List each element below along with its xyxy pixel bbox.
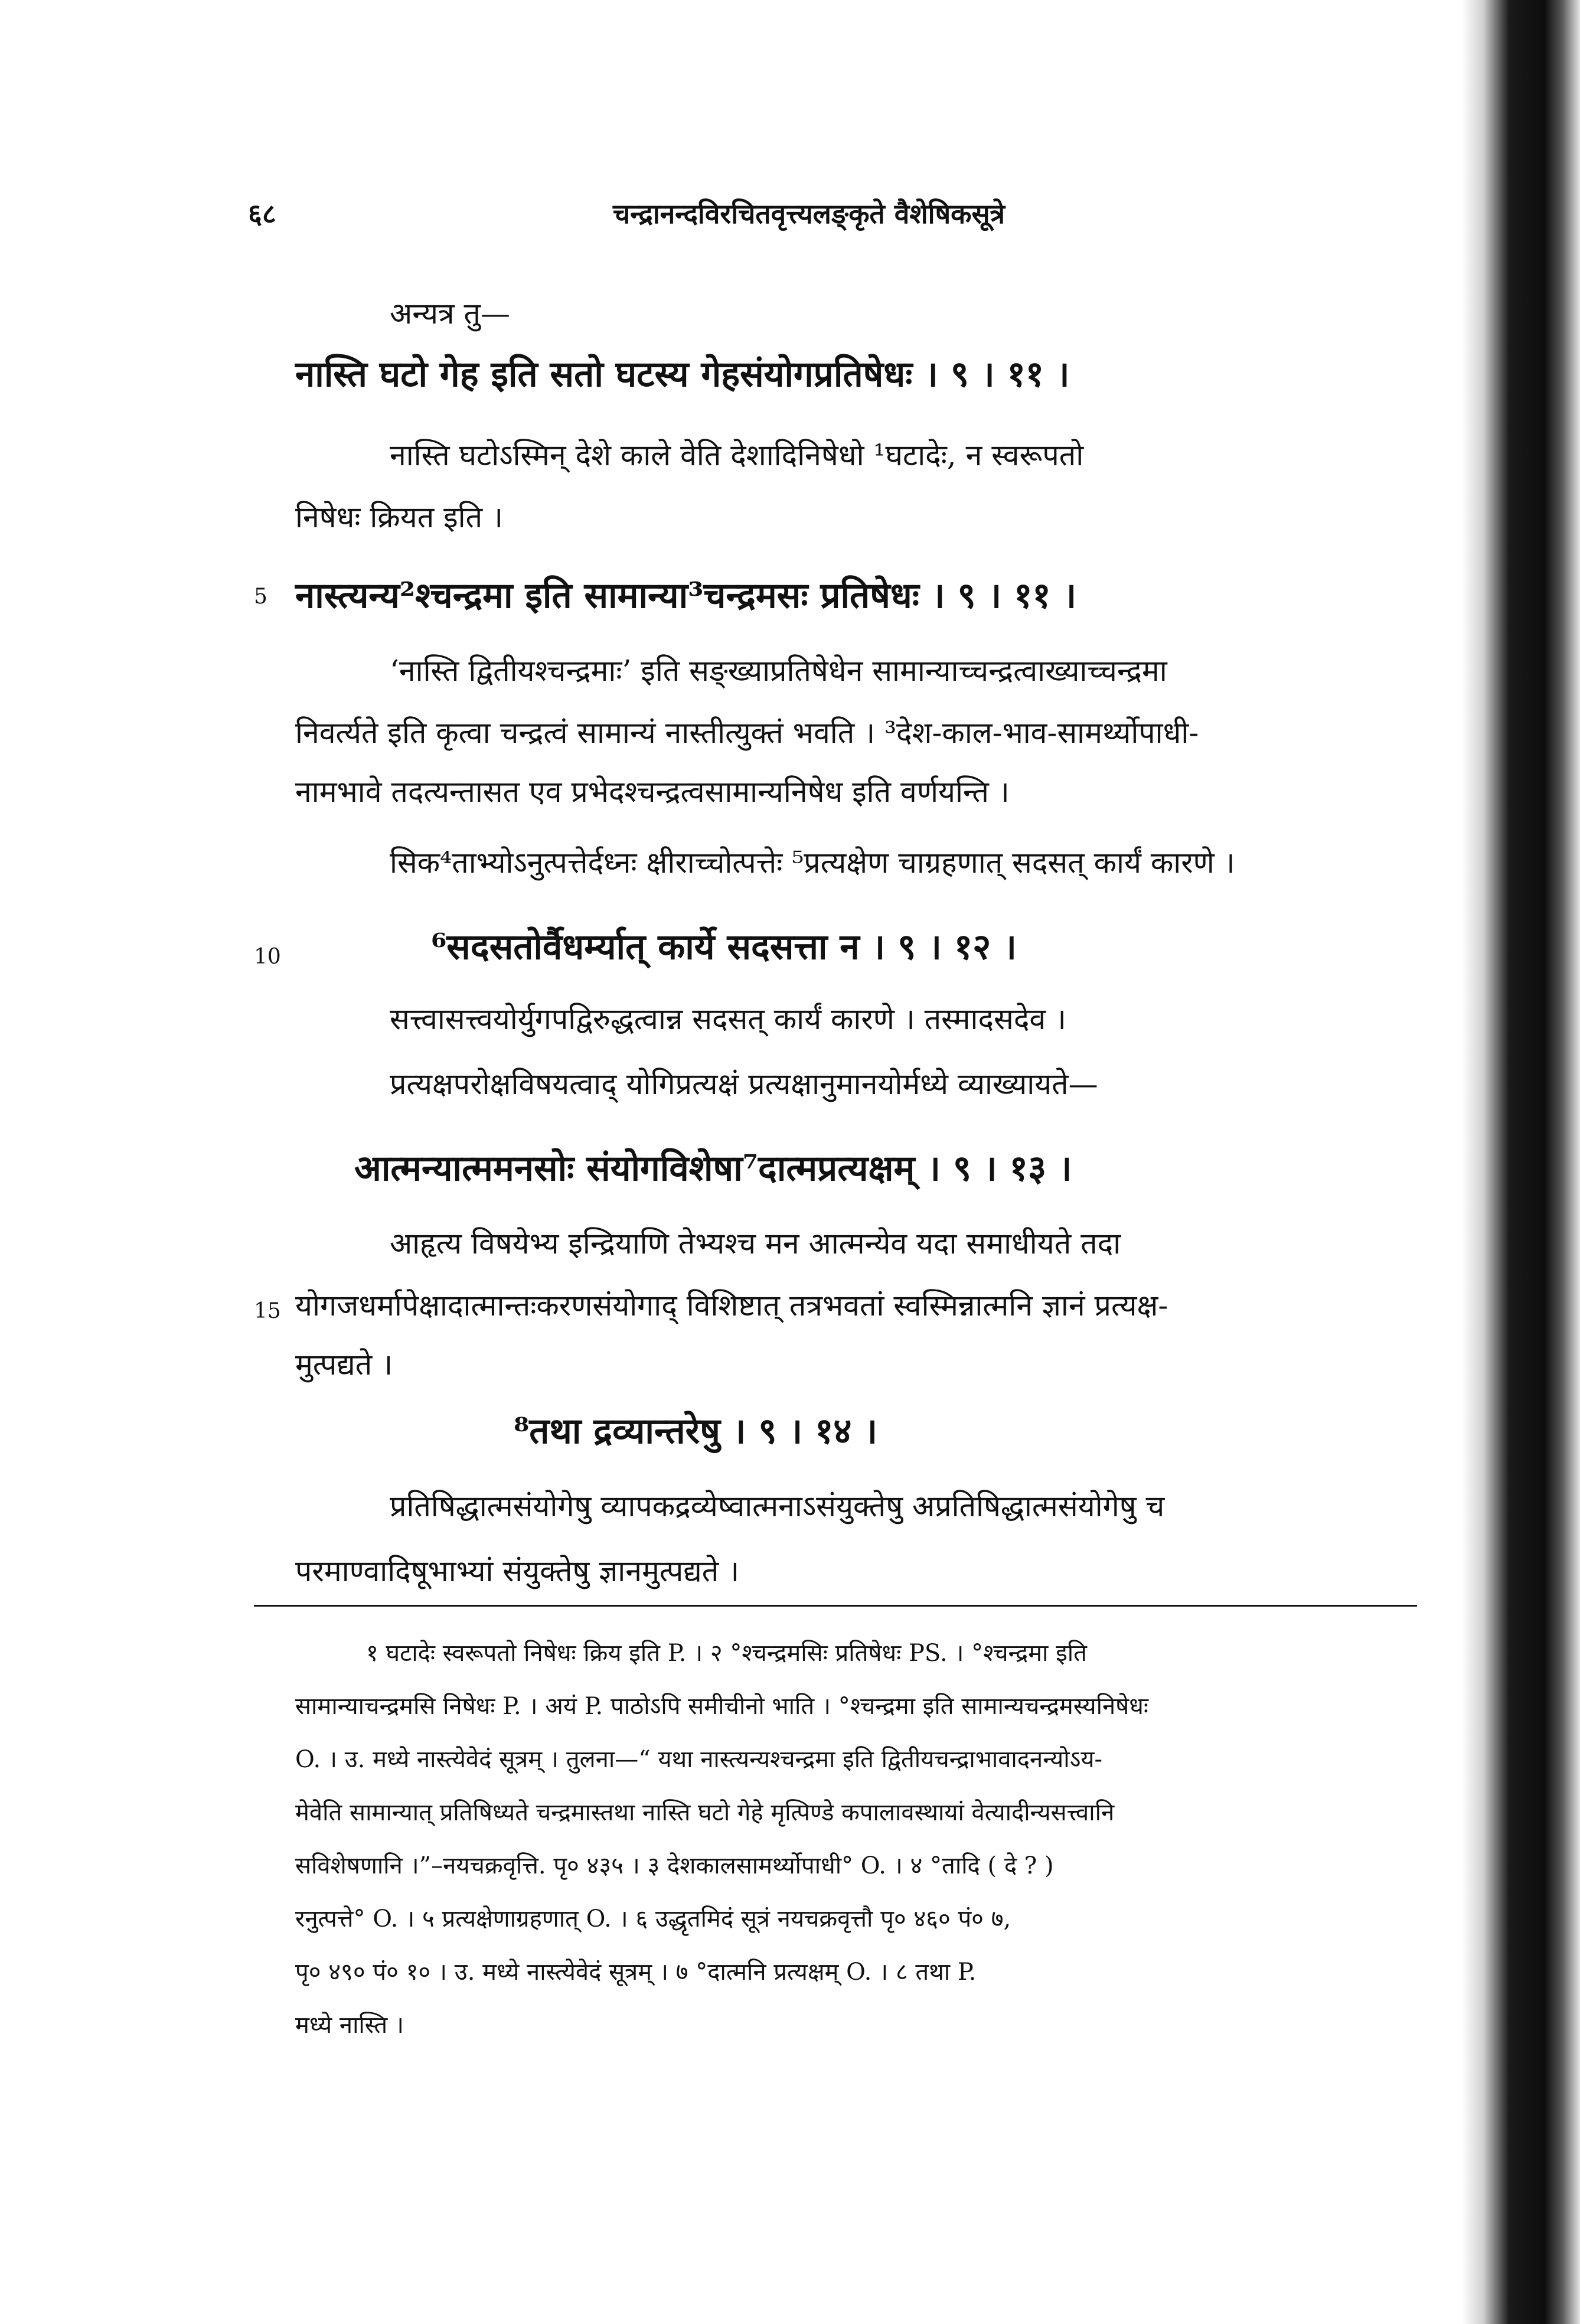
commentary-line: योगजधर्मापेक्षादात्मान्तःकरणसंयोगाद् विशिष्टात् तत्रभवतां स्वस्मिन्नात्मनि ज्ञानं प्रत्यक्ष- [295,1288,1168,1323]
sutra-9-11a: नास्ति घटो गेह इति सतो घटस्य गेहसंयोगप्रतिषेधः । ९ । ११ । [295,354,1070,395]
commentary-line: निषेधः क्रियत इति । [295,500,503,534]
commentary-line: नामभावे तदत्यन्तासत एव प्रभेदश्चन्द्रत्वसामान्यनिषेध इति वर्णयन्ति । [295,775,1010,809]
line-number-15: 15 [254,1299,281,1323]
commentary-line: प्रत्यक्षपरोक्षविषयत्वाद् योगिप्रत्यक्षं प्रत्यक्षानुमानयोर्मध्ये व्याख्यायते— [390,1067,1098,1101]
scan-binding-edge [1462,0,1580,2324]
page-number: ६८ [248,198,276,230]
sutra-9-13: आत्मन्यात्ममनसोः संयोगविशेषा⁷दात्मप्रत्यक्षम् । ९ । १३ । [354,1148,1072,1189]
page-header [248,195,1370,242]
footnote-rule [254,1605,1417,1607]
sutra-9-14: ⁸तथा द्रव्यान्तरेषु । ९ । १४ । [514,1411,878,1452]
line-number-5: 5 [254,585,267,609]
footnote-line: O. । उ. मध्ये नास्त्येवेदं सूत्रम् । तुलना—“ यथा नास्त्यन्यश्चन्द्रमा इति द्वितीयचन्द्राभावादनन्योऽय- [295,1746,1102,1773]
footnote-line: मेवेति सामान्यात् प्रतिषिध्यते चन्द्रमास्तथा नास्ति घटो गेहे मृत्पिण्डे कपालावस्थायां वेत्यादीन्यसत्त्वानि [295,1799,1115,1826]
commentary-line: निवर्त्यते इति कृत्वा चन्द्रत्वं सामान्यं नास्तीत्युक्तं भवति । ³देश-काल-भाव-सामर्थ्योपाधी- [295,716,1199,750]
running-title: चन्द्रानन्दविरचितवृत्त्यलङ्कृते वैशेषिकसूत्रे [613,198,1005,230]
commentary-line: सिक⁴ताभ्योऽनुत्पत्तेर्दध्नः क्षीराच्चोत्पत्तेः ⁵प्रत्यक्षेण चाग्रहणात् सदसत् कार्यं कारणे । [390,846,1235,880]
footnote-line: मध्ये नास्ति । [295,2012,404,2039]
sutra-9-12: ⁶सदसतोर्वैधर्म्यात् कार्ये सदसत्ता न । ९ । १२ । [431,926,1017,968]
commentary-line: ‘नास्ति द्वितीयश्चन्द्रमाः’ इति सङ्ख्याप्रतिषेधेन सामान्याच्चन्द्रत्वाख्याच्चन्द्रमा [390,654,1167,688]
commentary-line: प्रतिषिद्धात्मसंयोगेषु व्यापकद्रव्येष्वात्मनाऽसंयुक्तेषु अप्रतिषिद्धात्मसंयोगेषु च [390,1489,1165,1523]
commentary-line: परमाण्वादिषूभाभ्यां संयुक्तेषु ज्ञानमुत्पद्यते । [295,1554,740,1588]
commentary-line: मुत्पद्यते । [295,1347,393,1382]
footnote-line: रनुत्पत्ते° O. । ५ प्रत्यक्षेणाग्रहणात् O. । ६ उद्धृतमिदं सूत्रं नयचक्रवृत्तौ पृ० ४६० पं० ७, [295,1905,1011,1933]
footnote-line: सविशेषणानि ।”–नयचक्रवृत्ति. पृ० ४३५ । ३ देशकालसामर्थ्योपाधी° O. । ४ °तादि ( दे ? ) [295,1852,1054,1879]
intro-line: अन्यत्र तु— [390,296,510,331]
footnote-line: सामान्याचन्द्रमसि निषेधः P. । अयं P. पाठोऽपि समीचीनो भाति । °श्चन्द्रमा इति सामान्यचन्द्रमस्यनिषेधः [295,1693,1148,1720]
commentary-line: सत्त्वासत्त्वयोर्युगपद्विरुद्धत्वान्न सदसत् कार्यं कारणे । तस्मादसदेव । [390,1002,1067,1036]
commentary-line: नास्ति घटोऽस्मिन् देशे काले वेति देशादिनिषेधो ¹घटादेः, न स्वरूपतो [390,438,1084,472]
line-number-10: 10 [254,945,281,969]
footnote-line: पृ० ४९० पं० १० । उ. मध्ये नास्त्येवेदं सूत्रम् । ७ °दात्मनि प्रत्यक्षम् O. । ८ तथा P. [295,1959,977,1986]
commentary-line: आहृत्य विषयेभ्य इन्द्रियाणि तेभ्यश्च मन आत्मन्येव यदा समाधीयते तदा [390,1226,1121,1261]
sutra-9-11b: नास्त्यन्य²श्चन्द्रमा इति सामान्या³चन्द्रमसः प्रतिषेधः । ९ । ११ । [295,575,1077,616]
footnote-line: १ घटादेः स्वरूपतो निषेधः क्रिय इति P. । २ °श्चन्द्रमसिः प्रतिषेधः PS. । °श्चन्द्रमा इति [366,1640,1087,1667]
